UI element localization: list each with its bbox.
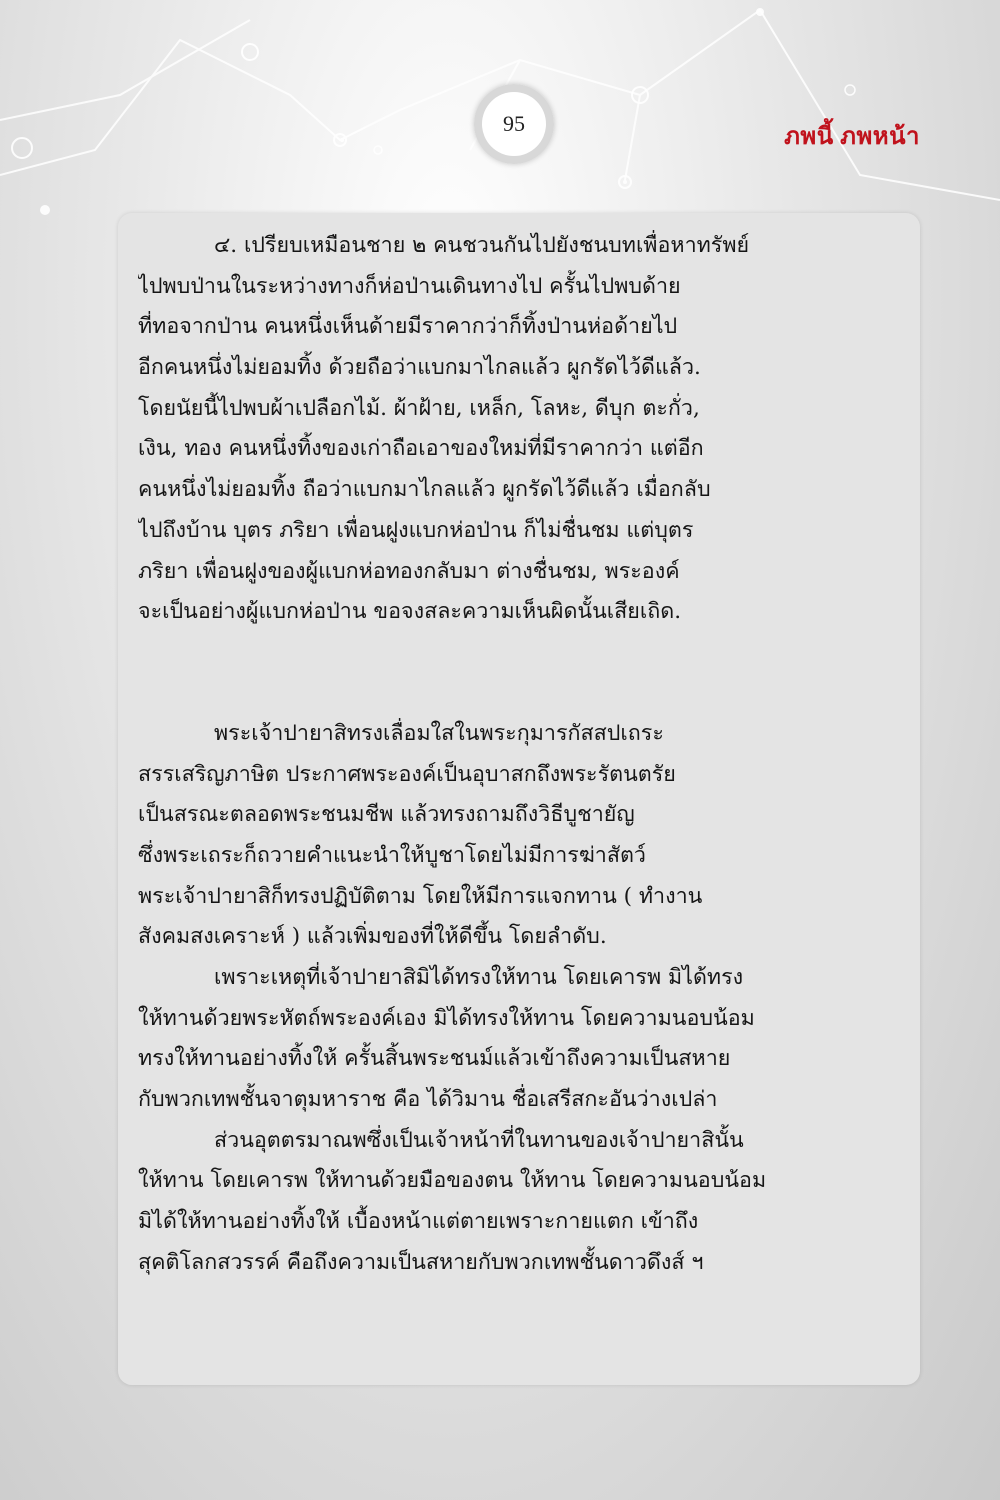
- text-line: สุคติโลกสวรรค์ คือถึงความเป็นสหายกับพวกเทพชั้นดาวดึงส์ ฯ: [138, 1249, 704, 1275]
- text-line: ให้ทาน โดยเคารพ ให้ทานด้วยมือของตน ให้ทาน โดยความนอบน้อม: [138, 1168, 767, 1194]
- paragraph-1: [138, 226, 908, 633]
- text-line: กับพวกเทพชั้นจาตุมหาราช คือ ได้วิมาน ชื่อเสรีสกะอันว่างเปล่า: [138, 1087, 718, 1113]
- text-line: พระเจ้าปายาสิทรงเลื่อมใสในพระกุมารกัสสปเถระ: [214, 720, 664, 746]
- page-number: 95: [503, 111, 525, 136]
- body-text: [138, 226, 908, 1284]
- text-line: มิได้ให้ทานอย่างทิ้งให้ เบื้องหน้าแต่ตายเพราะกายแตก เข้าถึง: [138, 1209, 699, 1235]
- paragraph-4: [138, 1121, 908, 1284]
- text-line: ๔. เปรียบเหมือนชาย ๒ คนชวนกันไปยังชนบทเพื่อหาทรัพย์: [214, 233, 750, 258]
- text-line: สังคมสงเคราะห์ ) แล้วเพิ่มของที่ให้ดีขึ้น โดยลำดับ.: [138, 924, 607, 950]
- text-line: อีกคนหนึ่งไม่ยอมทิ้ง ด้วยถือว่าแบกมาไกลแล้ว ผูกรัดไว้ดีแล้ว.: [138, 355, 701, 381]
- text-line: เพราะเหตุที่เจ้าปายาสิมิได้ทรงให้ทาน โดยเคารพ มิได้ทรง: [214, 965, 744, 990]
- text-line: ที่ทอจากป่าน คนหนึ่งเห็นด้ายมีราคากว่าก็ทิ้งป่านห่อด้ายไป: [138, 314, 678, 340]
- text-line: ทรงให้ทานอย่างทิ้งให้ ครั้นสิ้นพระชนม์แล้วเข้าถึงความเป็นสหาย: [138, 1046, 731, 1072]
- running-header-title: ภพนี้ ภพหน้า: [784, 124, 920, 150]
- text-line: ให้ทานด้วยพระหัตถ์พระองค์เอง มิได้ทรงให้ทาน โดยความนอบน้อม: [138, 1005, 755, 1031]
- text-line: โดยนัยนี้ไปพบผ้าเปลือกไม้. ผ้าฝ้าย, เหล็ก, โลหะ, ดีบุก ตะกั่ว,: [138, 395, 700, 421]
- paragraph-3: [138, 958, 908, 1121]
- text-line: เป็นสรณะตลอดพระชนมชีพ แล้วทรงถามถึงวิธีบูชายัญ: [138, 802, 635, 828]
- text-line: สรรเสริญภาษิต ประกาศพระองค์เป็นอุบาสกถึงพระรัตนตรัย: [138, 761, 676, 787]
- text-line: คนหนึ่งไม่ยอมทิ้ง ถือว่าแบกมาไกลแล้ว ผูกรัดไว้ดีแล้ว เมื่อกลับ: [138, 477, 711, 503]
- text-line: ส่วนอุตตรมาณพซึ่งเป็นเจ้าหน้าที่ในทานของเจ้าปายาสินั้น: [214, 1127, 744, 1153]
- paragraph-spacer: [138, 633, 908, 714]
- text-line: ภริยา เพื่อนฝูงของผู้แบกห่อทองกลับมา ต่างชื่นชม, พระองค์: [138, 558, 680, 584]
- page-number-badge: [474, 84, 554, 164]
- text-line: ไปถึงบ้าน บุตร ภริยา เพื่อนฝูงแบกห่อป่าน ก็ไม่ชื่นชม แต่บุตร: [138, 517, 694, 543]
- text-line: ไปพบป่านในระหว่างทางก็ห่อป่านเดินทางไป ครั้นไปพบด้าย: [138, 273, 681, 299]
- text-line: พระเจ้าปายาสิก็ทรงปฏิบัติตาม โดยให้มีการแจกทาน ( ทำงาน: [138, 883, 703, 909]
- text-line: จะเป็นอย่างผู้แบกห่อป่าน ขอจงสละความเห็นผิดนั้นเสียเถิด.: [138, 599, 682, 625]
- text-line: เงิน, ทอง คนหนึ่งทิ้งของเก่าถือเอาของใหม่ที่มีราคากว่า แต่อีก: [138, 436, 704, 462]
- text-line: ซึ่งพระเถระก็ถวายคำแนะนำให้บูชาโดยไม่มีการฆ่าสัตว์: [138, 842, 647, 868]
- paragraph-2: [138, 714, 908, 958]
